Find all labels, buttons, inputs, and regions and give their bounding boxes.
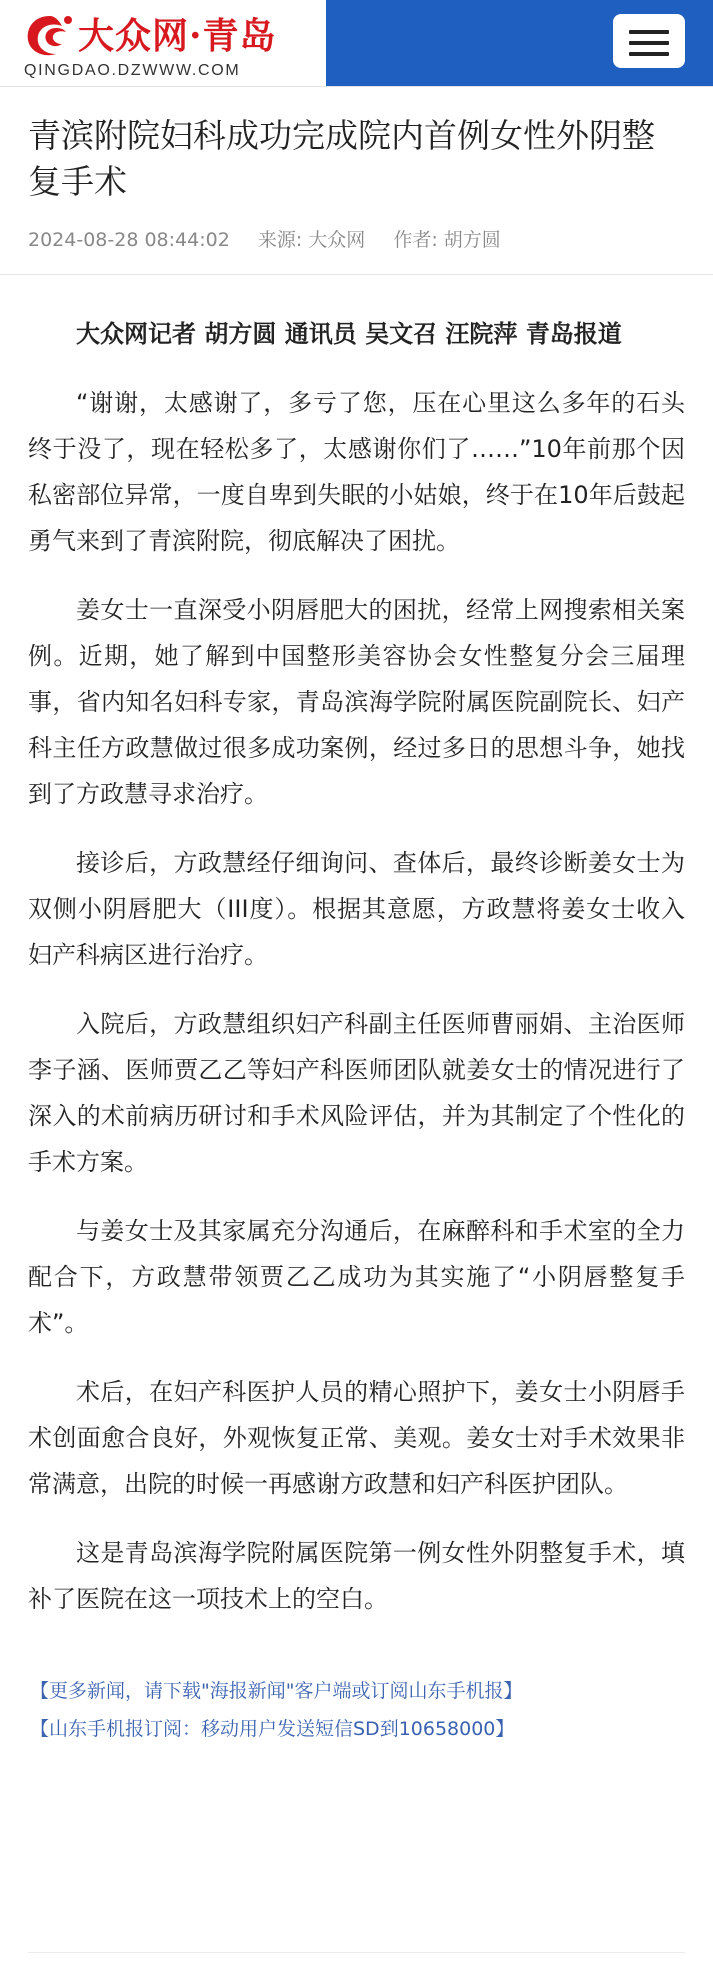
article-byline: 大众网记者 胡方圆 通讯员 吴文召 汪院萍 青岛报道 bbox=[76, 320, 622, 348]
download-app-link[interactable]: 【更多新闻，请下载"海报新闻"客户端或订阅山东手机报】 bbox=[30, 1680, 523, 1702]
site-header bbox=[0, 0, 713, 86]
article-source: 来源: 大众网 bbox=[257, 229, 366, 251]
article-paragraph: 姜女士一直深受小阴唇肥大的困扰，经常上网搜索相关案例。近期，她了解到中国整形美容协会女性整复分会三届理事，省内知名妇科专家，青岛滨海学院附属医院副院长、妇产科主任方政慧做过很多成功案例，经过多日的思想斗争，她找到了方政慧寻求治疗。 bbox=[28, 596, 685, 808]
footer-links bbox=[0, 1645, 713, 1748]
publish-datetime: 2024-08-28 08:44:02 bbox=[28, 229, 230, 251]
article-paragraph: 入院后，方政慧组织妇产科副主任医师曹丽娟、主治医师李子涵、医师贾乙乙等妇产科医师团队就姜女士的情况进行了深入的术前病历研讨和手术风险评估，并为其制定了个性化的手术方案。 bbox=[28, 1010, 685, 1176]
logo-swirl-icon bbox=[22, 10, 78, 60]
logo-text-cn: 大众网·青岛 bbox=[78, 15, 277, 57]
article-paragraph: 与姜女士及其家属充分沟通后，在麻醉科和手术室的全力配合下，方政慧带领贾乙乙成功为其实施了“小阴唇整复手术”。 bbox=[28, 1217, 685, 1337]
article-meta bbox=[0, 205, 713, 274]
subscribe-link[interactable]: 【山东手机报订阅：移动用户发送短信SD到10658000】 bbox=[30, 1718, 515, 1740]
logo-text-en: QINGDAO.DZWWW.COM bbox=[24, 62, 241, 79]
bottom-divider bbox=[28, 1952, 685, 1953]
menu-icon-bar bbox=[629, 30, 669, 34]
article-author: 作者: 胡方圆 bbox=[393, 229, 501, 251]
article-paragraph: “谢谢，太感谢了，多亏了您，压在心里这么多年的石头终于没了，现在轻松多了，太感谢你们了……”10年前那个因私密部位异常，一度自卑到失眠的小姑娘，终于在10年后鼓起勇气来到了青滨附院，彻底解决了困扰。 bbox=[28, 389, 685, 555]
article-body bbox=[0, 275, 713, 1622]
article-title: 青滨附院妇科成功完成院内首例女性外阴整复手术 bbox=[28, 116, 655, 201]
article-paragraph: 术后，在妇产科医护人员的精心照护下，姜女士小阴唇手术创面愈合良好，外观恢复正常、美观。姜女士对手术效果非常满意，出院的时候一再感谢方政慧和妇产科医护团队。 bbox=[28, 1378, 685, 1498]
menu-icon-bar bbox=[629, 52, 669, 56]
menu-icon-bar bbox=[629, 41, 669, 45]
menu-button[interactable] bbox=[613, 14, 685, 68]
site-logo[interactable] bbox=[22, 6, 322, 78]
article-paragraph: 这是青岛滨海学院附属医院第一例女性外阴整复手术，填补了医院在这一项技术上的空白。 bbox=[28, 1539, 685, 1613]
article-paragraph: 接诊后，方政慧经仔细询问、查体后，最终诊断姜女士为双侧小阴唇肥大（III度）。根据其意愿，方政慧将姜女士收入妇产科病区进行治疗。 bbox=[28, 849, 685, 969]
